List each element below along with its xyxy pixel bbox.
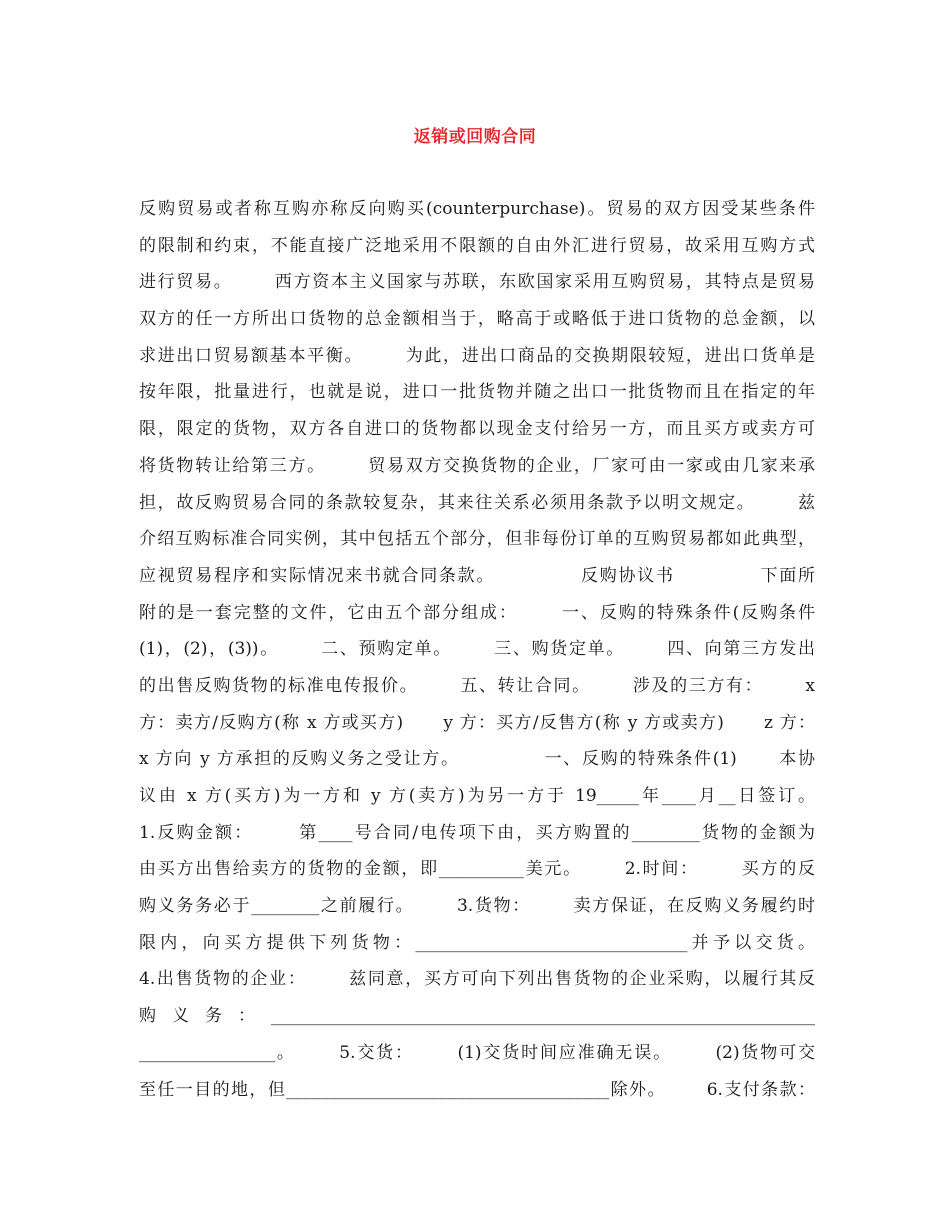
body-line: 附的是一套完整的文件，它由五个部分组成： 一、反购的特殊条件(反购条件 xyxy=(139,602,815,623)
body-line: 议由 x 方(买方)为一方和 y 方(卖方)为另一方于 19_____年____月__日签订。 xyxy=(139,786,815,806)
body-line: ________________。 5.交货： (1)交货时间应准确无误。 (2)货物可交 xyxy=(139,1042,815,1063)
body-line: 反购贸易或者称互购亦称反向购买(counterpurchase)。贸易的双方因受某些条件 xyxy=(139,199,815,219)
body-line: 购义务：________________________________________________________________ xyxy=(139,1006,815,1027)
body-line: 的限制和约束，不能直接广泛地采用不限额的自由外汇进行贸易，故采用互购方式 xyxy=(139,235,815,256)
body-line: 双方的任一方所出口货物的总金额相当于，略高于或略低于进口货物的总金额，以 xyxy=(139,309,815,330)
body-line: 的出售反购货物的标准电传报价。 五、转让合同。 涉及的三方有： x xyxy=(139,675,815,696)
body-line: 至任一目的地，但______________________________________除外。 6.支付条款： xyxy=(139,1079,815,1100)
document-body xyxy=(139,191,815,1108)
body-line: 购义务务必于________之前履行。 3.货物： 卖方保证，在反购义务履约时 xyxy=(139,896,815,917)
body-line: 将货物转让给第三方。 贸易双方交换货物的企业，厂家可由一家或由几家来承 xyxy=(139,455,815,476)
body-line: (1)，(2)，(3))。 二、预购定单。 三、购货定单。 四、向第三方发出 xyxy=(139,639,815,660)
document-title: 返销或回购合同 xyxy=(413,127,537,147)
body-line: 方：卖方/反购方(称 x 方或买方) y 方：买方/反售方(称 y 方或卖方) z 方： xyxy=(139,712,815,733)
body-line: 介绍互购标准合同实例，其中包括五个部分，但非每份订单的互购贸易都如此典型， xyxy=(139,529,815,550)
body-line: 进行贸易。 西方资本主义国家与苏联，东欧国家采用互购贸易，其特点是贸易 xyxy=(139,272,815,293)
body-line: 4.出售货物的企业： 兹同意，买方可向下列出售货物的企业采购，以履行其反 xyxy=(139,969,815,990)
body-line: 应视贸易程序和实际情况来书就合同条款。 反购协议书 下面所 xyxy=(139,565,815,586)
body-line: 由买方出售给卖方的货物的金额，即__________美元。 2.时间： 买方的反 xyxy=(139,859,815,880)
body-line: 担，故反购贸易合同的条款较复杂，其来往关系必须用条款予以明文规定。 兹 xyxy=(139,492,815,513)
body-line: 1.反购金额： 第____号合同/电传项下由，买方购置的________货物的金额为 xyxy=(139,822,815,843)
body-line: x 方向 y 方承担的反购义务之受让方。 一、反购的特殊条件(1) 本协 xyxy=(139,749,815,770)
body-line: 按年限，批量进行，也就是说，进口一批货物并随之出口一批货物而且在指定的年 xyxy=(139,382,815,403)
body-line: 限内，向买方提供下列货物：________________________________并予以交货。 xyxy=(139,932,815,953)
body-line: 求进出口贸易额基本平衡。 为此，进出口商品的交换期限较短，进出口货单是 xyxy=(139,345,815,366)
body-line: 限，限定的货物，双方各自进口的货物都以现金支付给另一方，而且买方或卖方可 xyxy=(139,419,815,440)
